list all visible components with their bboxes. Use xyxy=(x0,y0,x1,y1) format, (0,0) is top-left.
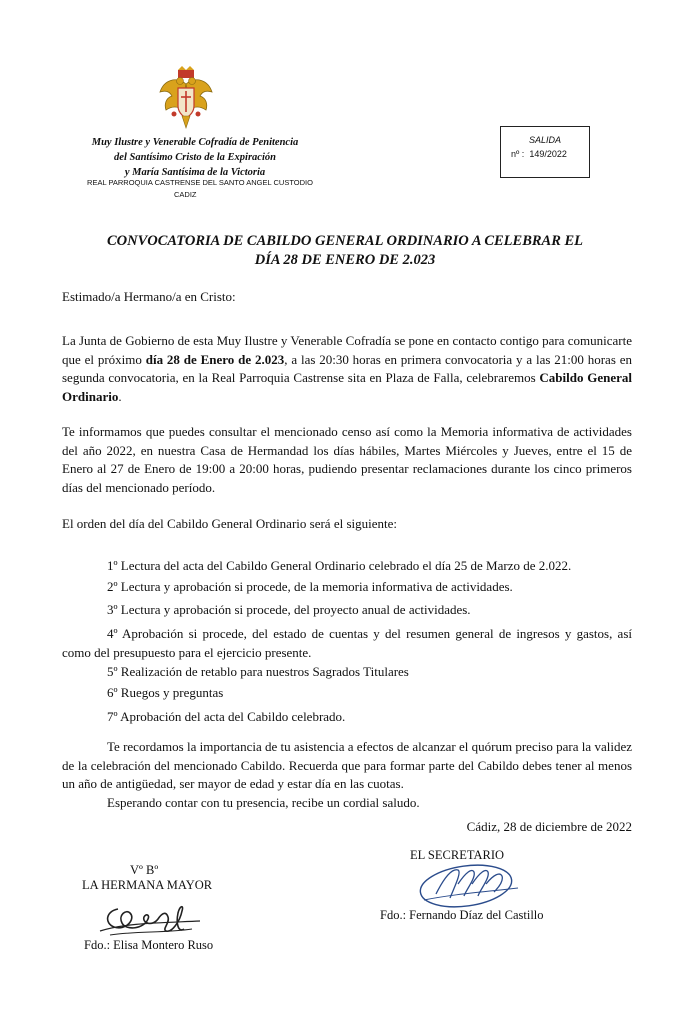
paragraph-census-info: Te informamos que puedes consultar el mencionado censo así como la Memoria informativa de actividades del año 2022, en nuestra Casa de Hermandad los días hábiles, Martes Miércoles y Jueves, entre el 15 de Enero al 27 de Enero de 19:00 a 20:00 horas, pudiendo presentar reclamaciones durante los cinco primeros días del mencionado período. xyxy=(62,424,632,495)
p1-cabildo-bold: Cabildo General Ordinario xyxy=(62,370,632,404)
agenda-item-6: 6º Ruegos y preguntas xyxy=(107,685,224,700)
closing-salutation: Esperando contar con tu presencia, recibe un cordial saludo. xyxy=(107,795,420,810)
greeting: Estimado/a Hermano/a en Cristo: xyxy=(62,289,236,304)
p1-date-bold: día 28 de Enero de 2.023 xyxy=(145,351,285,367)
p1-text-3: . xyxy=(118,388,122,404)
hermana-mayor-name: Fdo.: Elisa Montero Ruso xyxy=(84,938,214,952)
org-line-2: del Santísimo Cristo de la Expiración xyxy=(114,152,276,163)
org-line-1: Muy Ilustre y Venerable Cofradía de Penitencia xyxy=(91,137,299,148)
agenda-item-7: 7º Aprobación del acta del Cabildo celebrado. xyxy=(107,709,346,724)
title-line-1: CONVOCATORIA DE CABILDO GENERAL ORDINARIO A CELEBRAR EL xyxy=(106,233,584,249)
coat-of-arms-crest-icon xyxy=(158,66,214,132)
parish-info xyxy=(60,177,340,201)
agenda-intro: El orden del día del Cabildo General Ordinario será el siguiente: xyxy=(62,516,397,531)
secretario-name: Fdo.: Fernando Díaz del Castillo xyxy=(380,908,544,922)
paragraph-reminder: Te recordamos la importancia de tu asistencia a efectos de alcanzar el quórum preciso para la validez de la celebración del mencionado Cabildo. Recuerda que para formar parte del Cabildo debes tener al menos un año de antigüedad, ser mayor de edad y estar día en las cuotas. xyxy=(62,739,632,791)
agenda-item-4: 4º Aprobación si procede, del estado de cuentas y del resumen general de ingresos y gastos, así como del presupuesto para el ejercicio presente. xyxy=(62,626,632,660)
parish-city: CADIZ xyxy=(174,190,197,199)
agenda-item-1: 1º Lectura del acta del Cabildo General Ordinario celebrado el día 25 de Marzo de 2.022. xyxy=(107,558,572,573)
parish-name: REAL PARROQUIA CASTRENSE DEL SANTO ANGEL CUSTODIO xyxy=(87,178,313,187)
hermana-mayor-role: LA HERMANA MAYOR xyxy=(82,878,213,892)
document-title xyxy=(60,232,630,270)
secretario-signature-icon xyxy=(414,858,524,910)
agenda-item-2: 2º Lectura y aprobación si procede, de la memoria informativa de actividades. xyxy=(107,579,513,594)
vb-label: Vº Bº xyxy=(130,863,159,877)
salida-label: SALIDA xyxy=(528,135,561,145)
agenda-item-3: 3º Lectura y aprobación si procede, del proyecto anual de actividades. xyxy=(107,602,471,617)
p1-text-2: , a las 20:30 horas en primera convocatoria y a las 21:00 horas en segunda convocatoria, en la Real Parroquia Castrense sita en Plaza de Falla, celebraremos xyxy=(62,351,632,385)
agenda-item-5: 5º Realización de retablo para nuestros Sagrados Titulares xyxy=(107,664,409,679)
hermana-mayor-signature-icon xyxy=(96,893,206,943)
salida-registry-box xyxy=(500,126,590,178)
salida-number xyxy=(511,149,567,159)
salida-number-prefix: nº : xyxy=(511,149,525,159)
p1-text-1: La Junta de Gobierno de esta Muy Ilustre y Venerable Cofradía se pone en contacto contigo para comunicarte que el próximo xyxy=(62,333,632,367)
secretario-role: EL SECRETARIO xyxy=(410,848,505,862)
paragraph-convocation xyxy=(62,332,632,406)
document-date: Cádiz, 28 de diciembre de 2022 xyxy=(466,819,632,834)
salida-number-value: 149/2022 xyxy=(529,149,567,159)
title-line-2: DÍA 28 DE ENERO DE 2.023 xyxy=(254,252,436,268)
organization-name xyxy=(60,135,330,180)
org-line-3: y María Santísima de la Victoria xyxy=(124,167,266,178)
